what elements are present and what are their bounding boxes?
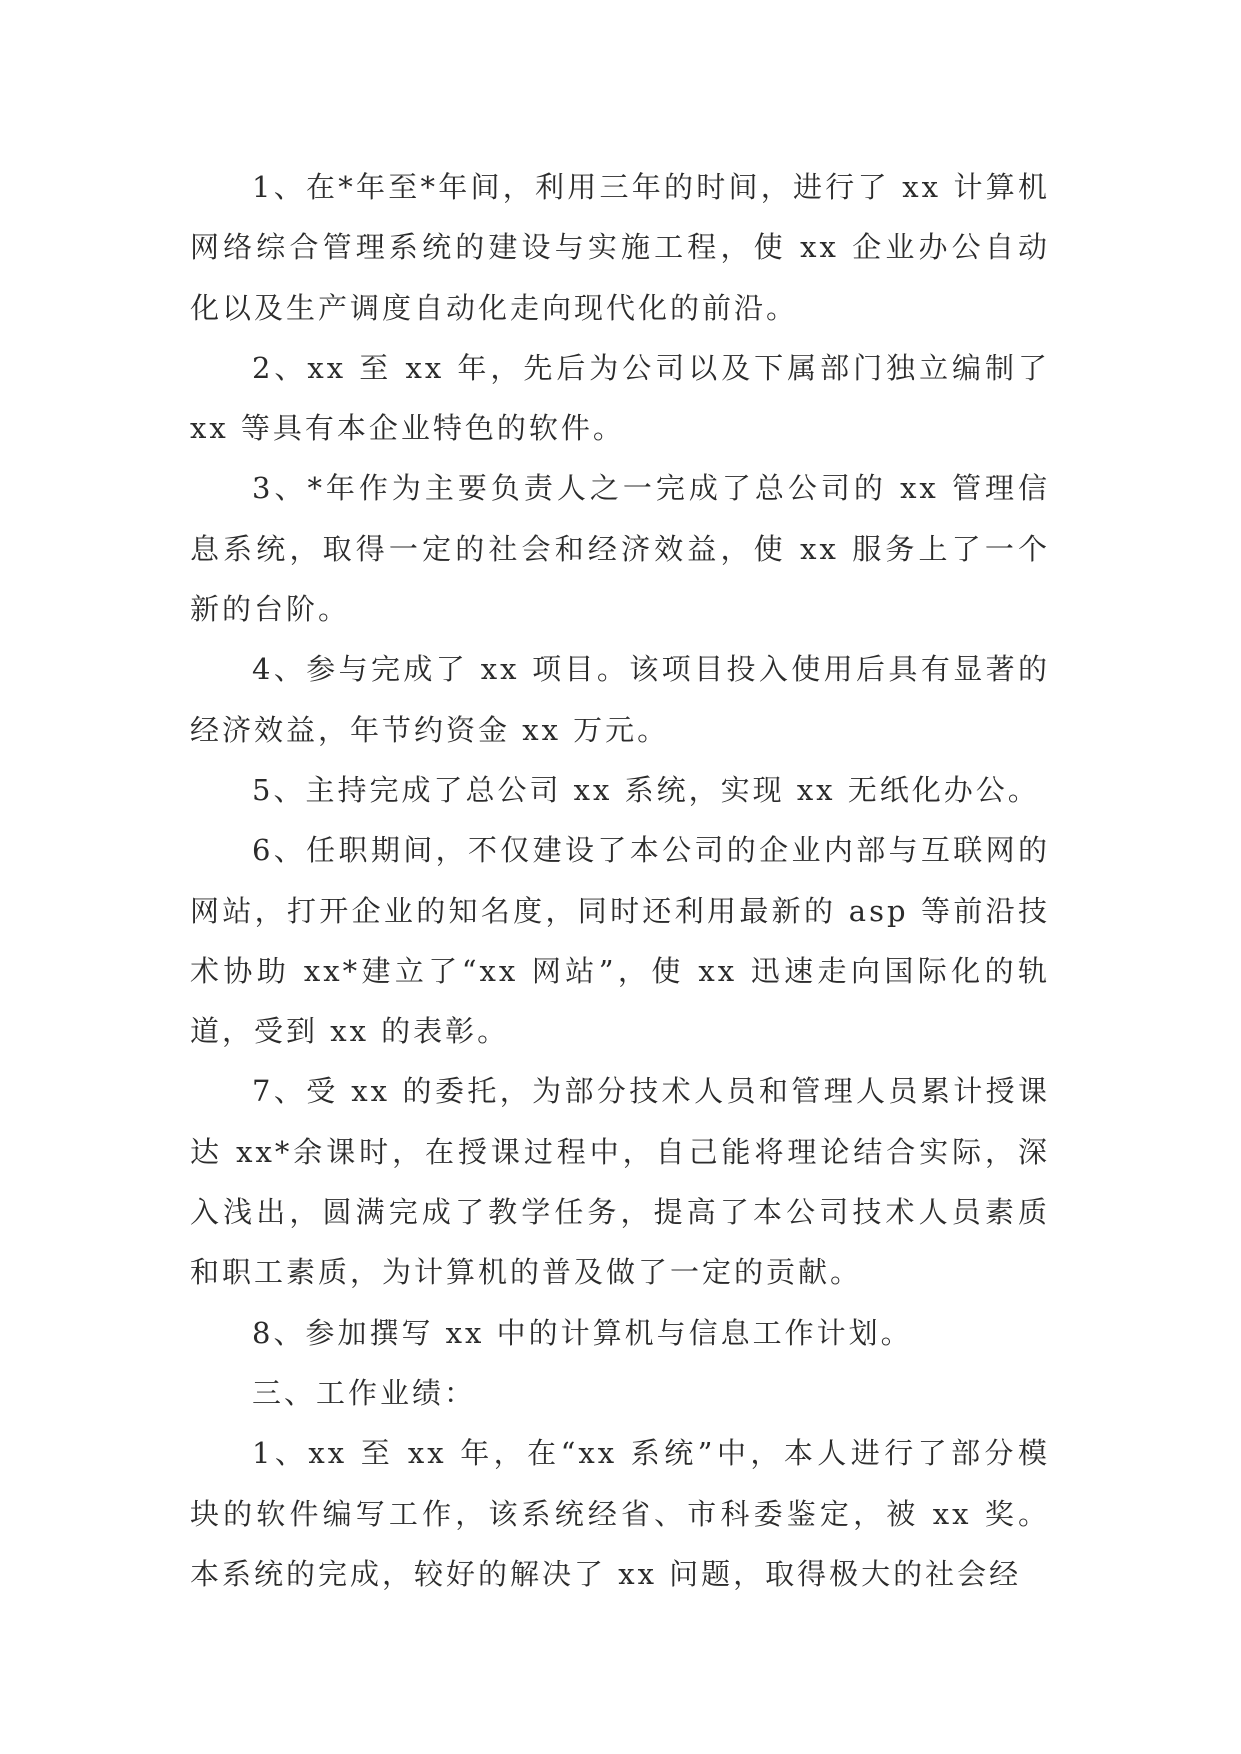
paragraph-item-8: 8、参加撰写 xx 中的计算机与信息工作计划。 bbox=[252, 1315, 913, 1350]
paragraph-item-6: 6、任职期间，不仅建设了本公司的企业内部与互联网的网站，打开企业的知名度，同时还利用最新的 asp 等前沿技术协助 xx*建立了“xx 网站”，使 xx 迅速走向国际化的轨道，受到 xx 的表彰。 bbox=[190, 833, 1050, 1049]
paragraph-achievement-1: 1、xx 至 xx 年，在“xx 系统”中，本人进行了部分模块的软件编写工作，该系统经省、市科委鉴定，被 xx 奖。本系统的完成，较好的解决了 xx 问题，取得极大的社会经 bbox=[190, 1436, 1050, 1591]
paragraph-item-3: 3、*年作为主要负责人之一完成了总公司的 xx 管理信息系统，取得一定的社会和经济效益，使 xx 服务上了一个新的台阶。 bbox=[190, 471, 1050, 627]
section-heading-work-achievements: 三、工作业绩： bbox=[252, 1375, 477, 1410]
paragraph-item-4: 4、参与完成了 xx 项目。该项目投入使用后具有显著的经济效益，年节约资金 xx 万元。 bbox=[190, 652, 1050, 747]
paragraph-item-2: 2、xx 至 xx 年，先后为公司以及下属部门独立编制了 xx 等具有本企业特色的软件。 bbox=[190, 350, 1050, 446]
document-body bbox=[190, 157, 1050, 1604]
paragraph-item-7: 7、受 xx 的委托，为部分技术人员和管理人员累计授课达 xx*余课时，在授课过程中，自己能将理论结合实际，深入浅出，圆满完成了教学任务，提高了本公司技术人员素质和职工素质，为计算机的普及做了一定的贡献。 bbox=[190, 1074, 1050, 1290]
paragraph-item-1: 1、在*年至*年间，利用三年的时间，进行了 xx 计算机网络综合管理系统的建设与实施工程，使 xx 企业办公自动化以及生产调度自动化走向现代化的前沿。 bbox=[190, 170, 1050, 325]
paragraph-item-5: 5、主持完成了总公司 xx 系统，实现 xx 无纸化办公。 bbox=[252, 772, 1040, 807]
